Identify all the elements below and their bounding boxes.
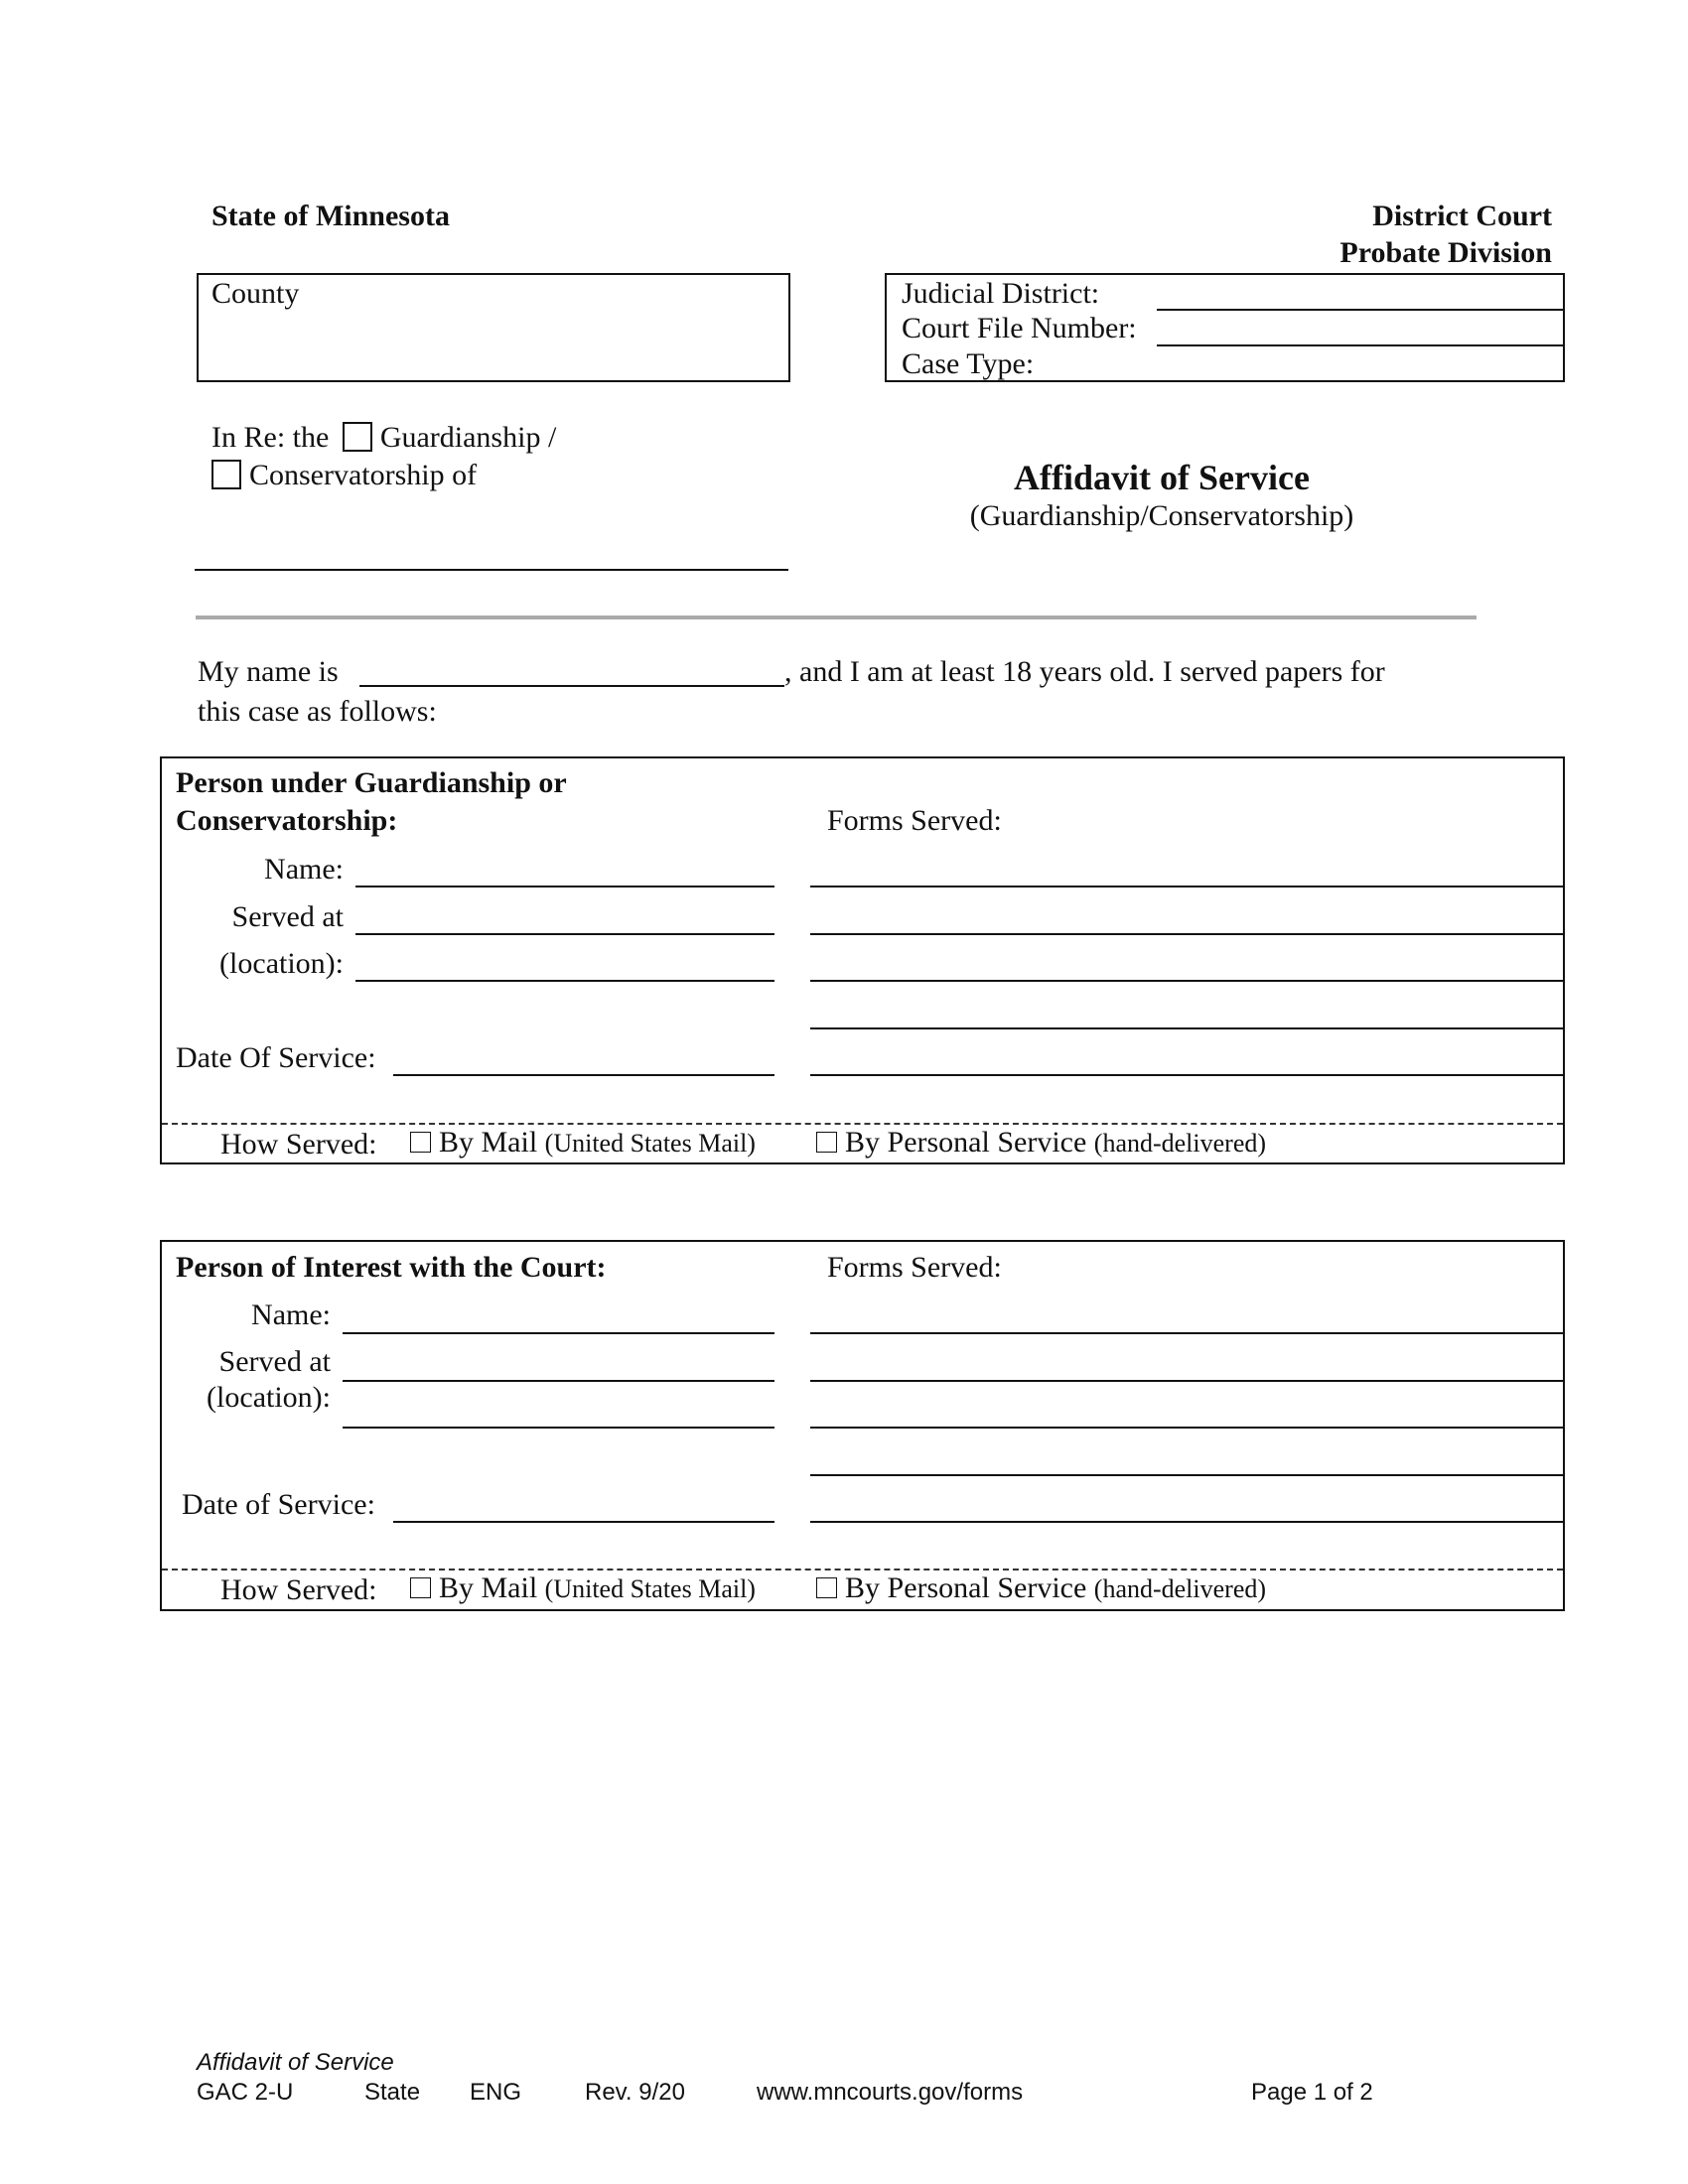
section2-by-mail-note: (United States Mail) bbox=[544, 1574, 756, 1603]
section2-forms-line[interactable] bbox=[810, 1521, 1563, 1523]
in-re-line2 bbox=[211, 458, 477, 493]
section1-forms-line[interactable] bbox=[810, 980, 1563, 982]
footer-language: ENG bbox=[470, 2079, 522, 2106]
section2-forms-served-label: Forms Served: bbox=[827, 1251, 1002, 1284]
section1-name-field[interactable] bbox=[355, 886, 774, 887]
court-label: District Court bbox=[1372, 200, 1552, 232]
section1-served-at-label: Served at bbox=[231, 900, 344, 933]
conservatorship-checkbox[interactable] bbox=[211, 460, 241, 489]
state-label: State of Minnesota bbox=[211, 200, 450, 232]
section1-by-mail-label: By Mail bbox=[439, 1126, 538, 1159]
section1-by-personal-option[interactable] bbox=[816, 1125, 1266, 1161]
section2-how-served-label: How Served: bbox=[220, 1573, 377, 1606]
section2-by-mail-checkbox[interactable] bbox=[410, 1577, 431, 1598]
section1-forms-line[interactable] bbox=[810, 886, 1563, 887]
guardianship-checkbox[interactable] bbox=[343, 422, 372, 452]
section1-by-mail-checkbox[interactable] bbox=[410, 1132, 431, 1153]
section2-by-mail-label: By Mail bbox=[439, 1571, 538, 1604]
section1-by-mail-option[interactable] bbox=[410, 1125, 756, 1161]
in-re-line1 bbox=[211, 420, 556, 456]
footer-page-number: Page 1 of 2 bbox=[1251, 2079, 1373, 2106]
intro-text-2: this case as follows: bbox=[198, 695, 437, 728]
section1-by-mail-note: (United States Mail) bbox=[544, 1129, 756, 1158]
section2-heading: Person of Interest with the Court: bbox=[176, 1251, 607, 1284]
section2-by-personal-checkbox[interactable] bbox=[816, 1577, 837, 1598]
form-title: Affidavit of Service bbox=[1014, 458, 1310, 497]
form-subtitle: (Guardianship/Conservatorship) bbox=[969, 499, 1354, 532]
section2-by-personal-label: By Personal Service bbox=[845, 1571, 1087, 1604]
division-label: Probate Division bbox=[1339, 236, 1552, 269]
section-interested-person bbox=[160, 1240, 1565, 1611]
section2-forms-line[interactable] bbox=[810, 1474, 1563, 1476]
section1-forms-served-label: Forms Served: bbox=[827, 804, 1002, 837]
section1-forms-line[interactable] bbox=[810, 1027, 1563, 1029]
respondent-name-field[interactable] bbox=[195, 569, 788, 571]
section2-forms-line[interactable] bbox=[810, 1332, 1563, 1334]
section1-forms-line[interactable] bbox=[810, 1074, 1563, 1076]
section2-location-field[interactable] bbox=[343, 1427, 774, 1429]
footer-code: GAC 2-U bbox=[197, 2079, 294, 2106]
court-file-number-field[interactable] bbox=[1157, 344, 1563, 346]
section2-date-field[interactable] bbox=[393, 1521, 774, 1523]
separator bbox=[196, 615, 1477, 619]
section1-forms-line[interactable] bbox=[810, 933, 1563, 935]
section1-by-personal-label: By Personal Service bbox=[845, 1126, 1087, 1159]
intro-text: , and I am at least 18 years old. I served papers for bbox=[784, 655, 1385, 688]
section1-by-personal-checkbox[interactable] bbox=[816, 1132, 837, 1153]
court-file-number-label: Court File Number: bbox=[902, 312, 1137, 344]
county-label: County bbox=[211, 277, 300, 310]
county-box[interactable] bbox=[197, 273, 790, 382]
section1-name-label: Name: bbox=[264, 853, 344, 886]
footer-revision: Rev. 9/20 bbox=[585, 2079, 685, 2106]
intro-name-label: My name is bbox=[198, 655, 339, 688]
footer-form-title: Affidavit of Service bbox=[197, 2049, 394, 2076]
section2-by-personal-note: (hand-delivered) bbox=[1093, 1574, 1267, 1603]
conservatorship-label: Conservatorship of bbox=[249, 459, 478, 491]
section1-date-field[interactable] bbox=[393, 1074, 774, 1076]
case-type-label: Case Type: bbox=[902, 347, 1035, 380]
judicial-district-field[interactable] bbox=[1157, 309, 1563, 311]
in-re-prefix: In Re: the bbox=[211, 421, 330, 454]
section2-name-label: Name: bbox=[251, 1298, 331, 1331]
section2-by-personal-option[interactable] bbox=[816, 1570, 1266, 1607]
section1-heading-2: Conservatorship: bbox=[176, 804, 398, 837]
section1-by-personal-note: (hand-delivered) bbox=[1093, 1129, 1267, 1158]
section2-location-label: (location): bbox=[207, 1381, 331, 1414]
case-info-box bbox=[885, 273, 1565, 382]
section2-forms-line[interactable] bbox=[810, 1380, 1563, 1382]
footer-jurisdiction: State bbox=[364, 2079, 421, 2106]
section2-date-label: Date of Service: bbox=[182, 1488, 375, 1521]
section1-location-label: (location): bbox=[219, 947, 344, 980]
section2-forms-line[interactable] bbox=[810, 1427, 1563, 1429]
section2-served-at-field[interactable] bbox=[343, 1380, 774, 1382]
guardianship-label: Guardianship / bbox=[379, 421, 557, 454]
section1-served-at-field[interactable] bbox=[355, 933, 774, 935]
footer-website[interactable]: www.mncourts.gov/forms bbox=[757, 2079, 1024, 2106]
section1-heading-1: Person under Guardianship or bbox=[176, 766, 567, 799]
section1-location-field[interactable] bbox=[355, 980, 774, 982]
section1-how-served-label: How Served: bbox=[220, 1128, 377, 1160]
section2-name-field[interactable] bbox=[343, 1332, 774, 1334]
judicial-district-label: Judicial District: bbox=[902, 277, 1100, 310]
section1-date-label: Date Of Service: bbox=[176, 1041, 376, 1074]
section2-by-mail-option[interactable] bbox=[410, 1570, 756, 1607]
server-name-field[interactable] bbox=[359, 685, 784, 687]
section2-served-at-label: Served at bbox=[218, 1345, 331, 1378]
